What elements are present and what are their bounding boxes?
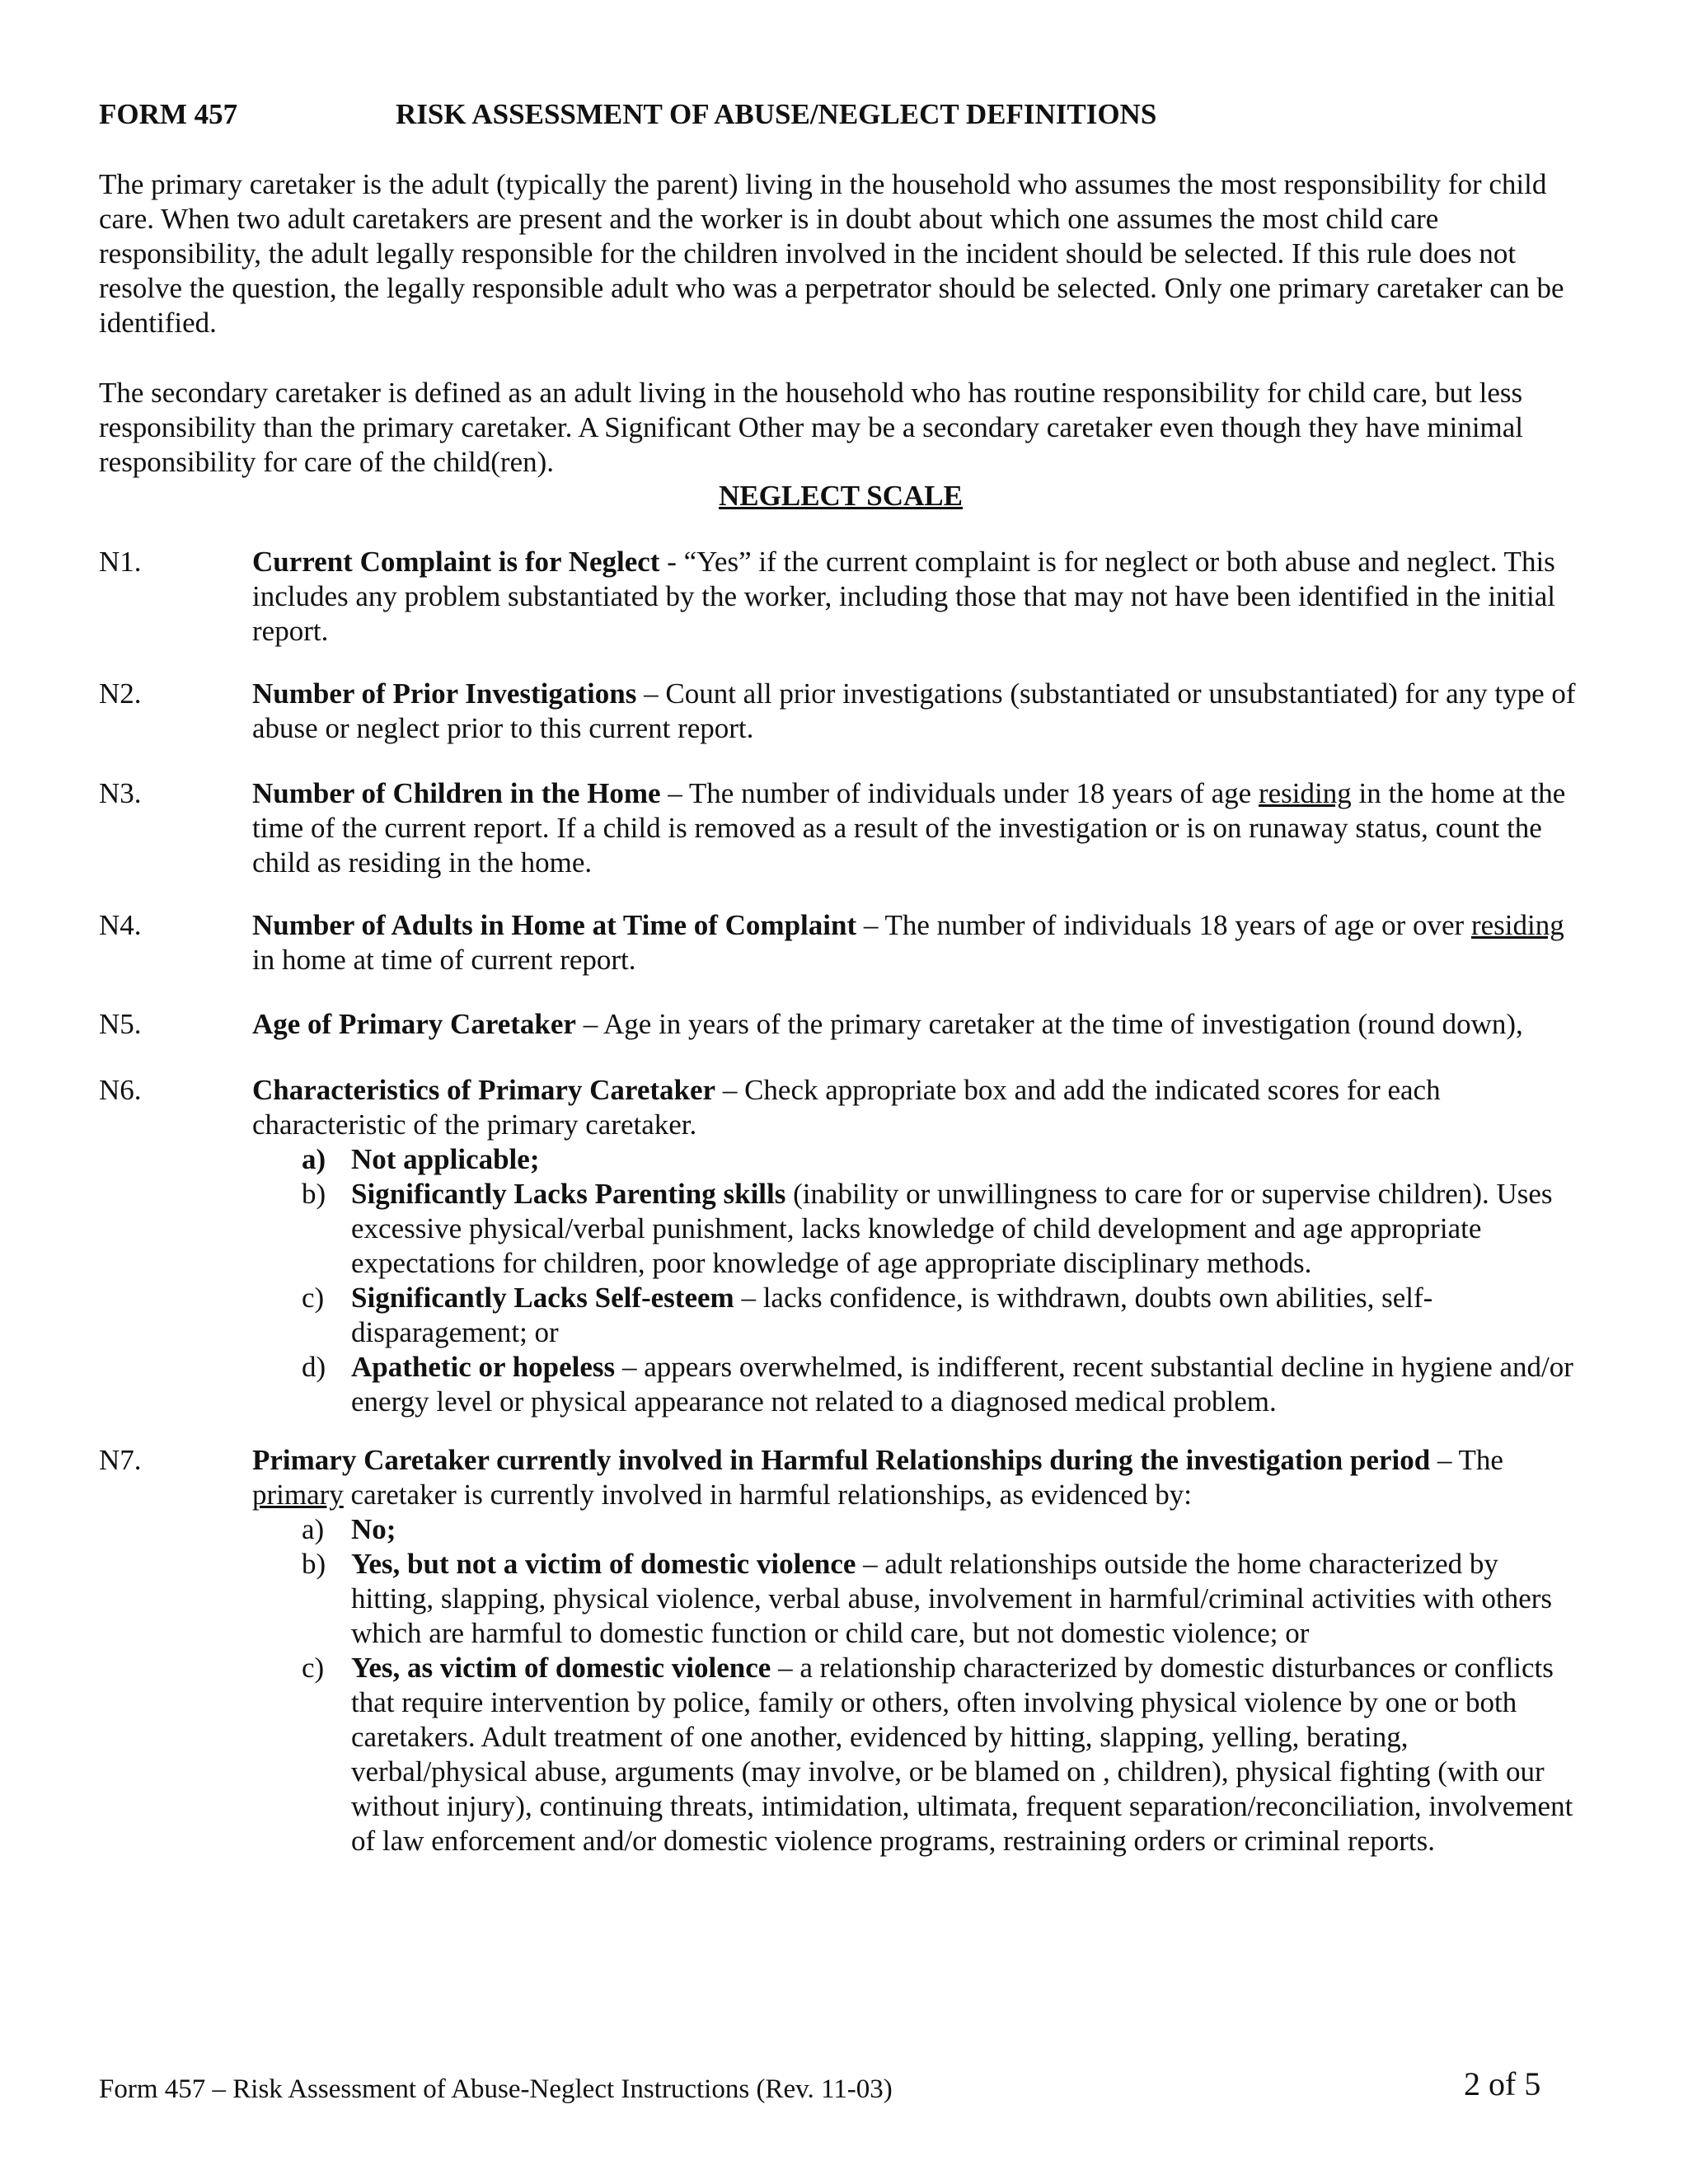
sub-item-c (252, 1651, 1582, 1858)
sub-item-a (252, 1142, 1582, 1177)
sub-term: Significantly Lacks Parenting skills (351, 1178, 786, 1210)
item-number: N3. (99, 777, 142, 809)
item-number: N1. (99, 546, 142, 578)
sub-item-a (252, 1512, 1582, 1547)
item-text: – The number of individuals 18 years of age or over (856, 909, 1471, 941)
sub-item-b (252, 1547, 1582, 1651)
item-number: N7. (99, 1444, 142, 1476)
item-body (252, 1443, 1582, 1858)
sub-text: – adult relationships outside the home characterized by hitting, slapping, physical violence, verbal abuse, involvement in harmful/criminal activities with others which are harmful to domestic function or child care, but not domestic violence; or (351, 1548, 1553, 1649)
item-term: Current Complaint is for Neglect (252, 546, 660, 578)
item-body (252, 908, 1582, 977)
sub-text: – appears overwhelmed, is indifferent, recent substantial decline in hygiene and/or energy level or physical appearance not related to a diagnosed medical problem. (351, 1351, 1573, 1418)
sub-item-c (252, 1281, 1582, 1350)
intro-secondary-caretaker: The secondary caretaker is defined as an adult living in the household who has routine responsibility for child care, but less responsibility than the primary caretaker. A Significant Other may be a secondary caretaker even though they have minimal responsibility for care of the child(ren). (99, 377, 1524, 478)
item-term: Primary Caretaker currently involved in Harmful Relationships during the investigation period (252, 1444, 1431, 1476)
item-number: N5. (99, 1008, 142, 1040)
sub-letter: d) (302, 1351, 326, 1383)
item-number: N6. (99, 1074, 142, 1106)
sub-item-b (252, 1177, 1582, 1281)
intro-primary-caretaker: The primary caretaker is the adult (typically the parent) living in the household who assumes the most responsibility for child care. When two adult caretakers are present and the worker is in doubt about which one assumes the most child care responsibility, the adult legally responsible for the children involved in the incident should be selected. If this rule does not resolve the question, the legally responsible adult who was a perpetrator should be selected. Only one primary caretaker can be identified. (99, 168, 1564, 339)
sub-text: – lacks confidence, is withdrawn, doubts own abilities, self-disparagement; or (351, 1282, 1433, 1348)
sub-letter: c) (302, 1652, 325, 1684)
sub-term: No; (351, 1513, 396, 1545)
item-body (252, 1007, 1582, 1042)
sub-term: Significantly Lacks Self-esteem (351, 1282, 734, 1314)
sub-letter: a) (302, 1513, 325, 1545)
sub-term: Not applicable; (351, 1143, 540, 1175)
item-text: - “Yes” if the current complaint is for neglect or both abuse and neglect. This includes any problem substantiated by the worker, including those that may not have been identified in the initial report. (252, 546, 1555, 647)
item-body (252, 677, 1582, 746)
item-text: – Count all prior investigations (substantiated or unsubstantiated) for any type of abuse or neglect prior to this current report. (252, 677, 1576, 744)
sub-letter: a) (302, 1143, 326, 1175)
form-title: RISK ASSESSMENT OF ABUSE/NEGLECT DEFINITIONS (396, 98, 1157, 130)
item-term: Number of Children in the Home (252, 777, 661, 809)
sub-letter: b) (302, 1548, 326, 1580)
item-body (252, 776, 1582, 880)
item-term: Characteristics of Primary Caretaker (252, 1074, 716, 1106)
item-text: caretaker is currently involved in harmful relationships, as evidenced by: (343, 1479, 1193, 1511)
footer-page-number: 2 of 5 (1464, 2065, 1541, 2102)
item-body (252, 1073, 1582, 1419)
footer-form-reference: Form 457 – Risk Assessment of Abuse-Neglect Instructions (Rev. 11-03) (99, 2074, 893, 2104)
sub-term: Apathetic or hopeless (351, 1351, 616, 1383)
underlined-word: primary (252, 1479, 344, 1511)
item-term: Age of Primary Caretaker (252, 1008, 576, 1040)
item-term: Number of Adults in Home at Time of Complaint (252, 909, 857, 941)
underlined-word: residing (1258, 777, 1352, 809)
item-text: – The (1430, 1444, 1503, 1476)
item-text: – The number of individuals under 18 years of age (660, 777, 1259, 809)
form-number: FORM 457 (99, 98, 238, 130)
sub-term: Yes, as victim of domestic violence (351, 1652, 771, 1684)
neglect-scale-title: NEGLECT SCALE (719, 480, 963, 512)
item-text: in the home at the time of the current report. If a child is removed as a result of the investigation or is on runaway status, count the child as residing in the home. (252, 777, 1566, 879)
item-text: – Age in years of the primary caretaker at the time of investigation (round down), (575, 1008, 1523, 1040)
sub-term: Yes, but not a victim of domestic violence (351, 1548, 856, 1580)
sub-letter: b) (302, 1178, 326, 1210)
item-body (252, 545, 1582, 649)
underlined-word: residing (1470, 909, 1564, 941)
item-number: N4. (99, 909, 142, 941)
item-text: in home at time of current report. (252, 944, 636, 976)
item-term: Number of Prior Investigations (252, 677, 637, 710)
document-page (99, 0, 1582, 2184)
sub-text: (inability or unwillingness to care for or supervise children). Uses excessive physical/verbal punishment, lacks knowledge of child development and age appropriate expectations for children, poor knowledge of age appropriate disciplinary methods. (351, 1178, 1553, 1279)
form-header (99, 97, 1157, 132)
item-number: N2. (99, 677, 142, 710)
item-text: – Check appropriate box and add the indicated scores for each characteristic of the primary caretaker. (252, 1074, 1441, 1141)
sub-letter: c) (302, 1282, 325, 1314)
sub-item-d (252, 1350, 1582, 1419)
sub-text: – a relationship characterized by domestic disturbances or conflicts that require intervention by police, family or others, often involving physical violence by one or both caretakers. Adult treatment of one another, evidenced by hitting, slapping, yelling, berating, verbal/physical abuse, arguments (may involve, or be blamed on , children), physical fighting (with our without injury), continuing threats, intimidation, ultimata, frequent separation/reconciliation, involvement of law enforcement and/or domestic violence programs, restraining orders or criminal reports. (351, 1652, 1573, 1857)
